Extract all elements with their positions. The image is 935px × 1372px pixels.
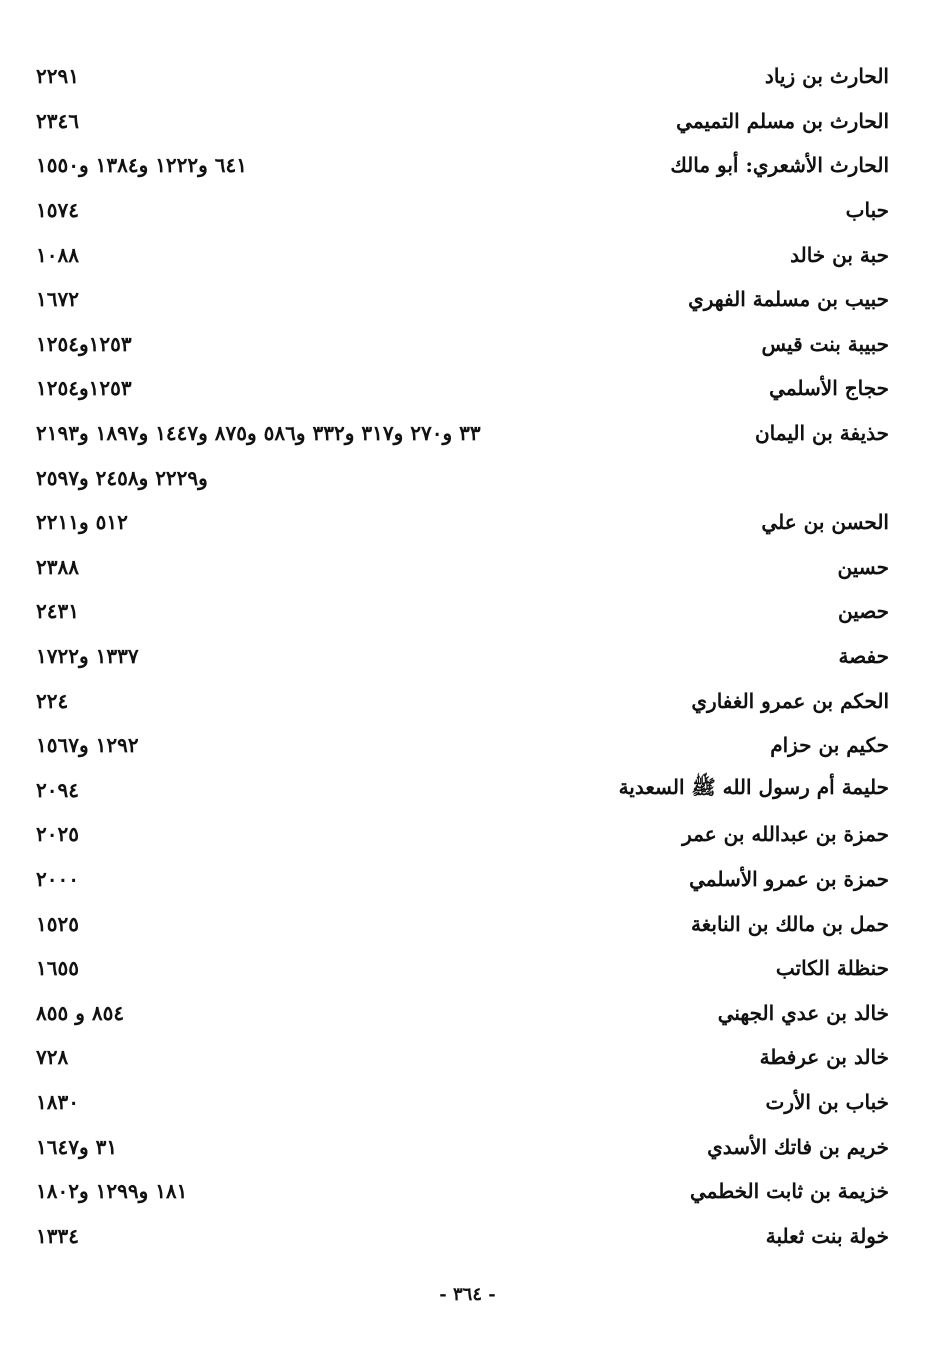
entry-references: ٢٢٤	[36, 688, 69, 713]
entry-name: الحارث الأشعري: أبو مالك	[670, 153, 889, 178]
entry-name: الحكم بن عمرو الغفاري	[691, 688, 889, 713]
entry-name: حمل بن مالك بن النابغة	[691, 911, 889, 936]
index-entry	[36, 812, 889, 857]
name-index-list	[36, 54, 889, 1258]
entry-name: الحسن بن علي	[761, 510, 889, 535]
index-entry	[36, 1035, 889, 1080]
entry-name: خريم بن فاتك الأسدي	[707, 1134, 889, 1159]
index-entry	[36, 634, 889, 679]
entry-references: ٢٢٩١	[36, 64, 79, 89]
entry-references: و٢٢٢٩ و٢٤٥٨ و٢٥٩٧	[36, 465, 208, 490]
entry-name: خولة بنت ثعلبة	[765, 1223, 889, 1248]
entry-name: حصين	[838, 599, 889, 624]
entry-references: ٢٤٣١	[36, 599, 79, 624]
index-entry	[36, 901, 889, 946]
entry-name: حنظلة الكاتب	[775, 956, 889, 981]
index-entry	[36, 322, 889, 367]
index-entry	[36, 54, 889, 99]
entry-name: حمزة بن عمرو الأسلمي	[689, 866, 889, 891]
index-entry	[36, 723, 889, 768]
entry-name: الحارث بن زياد	[764, 64, 889, 89]
index-entry	[36, 1124, 889, 1169]
entry-references: ٨٥٤ و ٨٥٥	[36, 1000, 125, 1025]
entry-name: خباب بن الأرت	[765, 1089, 889, 1114]
entry-name: حبة بن خالد	[790, 242, 889, 267]
entry-references: ١٨١ و١٢٩٩ و١٨٠٢	[36, 1179, 188, 1204]
entry-references: ٥١٢ و٢٢١١	[36, 510, 128, 535]
index-entry	[36, 990, 889, 1035]
index-entry	[36, 857, 889, 902]
index-entry	[36, 545, 889, 590]
entry-references: ١٦٥٥	[36, 956, 79, 981]
entry-references: ١٠٨٨	[36, 242, 79, 267]
entry-references: ١٣٣٤	[36, 1223, 79, 1248]
entry-references: ٢٠٢٥	[36, 822, 79, 847]
index-entry	[36, 678, 889, 723]
index-entry	[36, 366, 889, 411]
entry-references: ٢٣٨٨	[36, 554, 79, 579]
entry-name: حمزة بن عبدالله بن عمر	[682, 822, 889, 847]
entry-name: الحارث بن مسلم التميمي	[676, 108, 889, 133]
index-entry	[36, 500, 889, 545]
entry-name: حفصة	[838, 644, 889, 669]
index-entry	[36, 143, 889, 188]
entry-name: حباب	[845, 198, 889, 223]
entry-name: حكيم بن حزام	[770, 733, 889, 758]
index-entry	[36, 277, 889, 322]
index-entry	[36, 188, 889, 233]
entry-references: ٢٠٠٠	[36, 866, 79, 891]
index-entry	[36, 1169, 889, 1214]
index-entry	[36, 411, 889, 456]
entry-references: ٢٠٩٤	[36, 777, 79, 802]
index-entry	[36, 1080, 889, 1125]
entry-references: ١٨٣٠	[36, 1089, 79, 1114]
entry-name: خالد بن عدي الجهني	[717, 1000, 889, 1025]
index-entry	[36, 946, 889, 991]
entry-name: حبيبة بنت قيس	[761, 331, 889, 356]
entry-name: حذيفة بن اليمان	[754, 421, 889, 446]
entry-references: ١٥٧٤	[36, 198, 79, 223]
index-entry	[36, 232, 889, 277]
entry-name: حجاج الأسلمي	[769, 376, 889, 401]
entry-references: ٧٢٨	[36, 1045, 69, 1070]
entry-name: خزيمة بن ثابت الخطمي	[690, 1179, 889, 1204]
entry-references: ١٦٧٢	[36, 287, 79, 312]
entry-references: ١٢٥٣و١٢٥٤	[36, 331, 132, 356]
entry-references: ٣٣ و٢٧٠ و٣١٧ و٣٣٢ و٥٨٦ و٨٧٥ و١٤٤٧ و١٨٩٧ و٢١٩٣	[36, 421, 481, 446]
index-entry	[36, 99, 889, 144]
index-entry	[36, 768, 889, 813]
entry-references: ١٥٢٥	[36, 911, 79, 936]
entry-references: ١٢٩٢ و١٥٦٧	[36, 733, 139, 758]
index-entry	[36, 589, 889, 634]
page-number: - ٣٦٤ -	[439, 1284, 496, 1305]
entry-name: حليمة أم رسول الله ﷺ السعدية	[618, 775, 889, 800]
index-entry-continuation	[36, 455, 889, 500]
entry-references: ٣١ و١٦٤٧	[36, 1134, 118, 1159]
entry-references: ٦٤١ و١٢٢٢ و١٣٨٤ و١٥٥٠	[36, 153, 248, 178]
entry-references: ٢٣٤٦	[36, 108, 79, 133]
index-entry	[36, 1213, 889, 1258]
entry-references: ١٢٥٣و١٢٥٤	[36, 376, 132, 401]
entry-name: خالد بن عرفطة	[759, 1045, 889, 1070]
entry-name: حبيب بن مسلمة الفهري	[688, 287, 889, 312]
entry-name: حسين	[837, 554, 889, 579]
entry-references: ١٣٣٧ و١٧٢٢	[36, 644, 139, 669]
